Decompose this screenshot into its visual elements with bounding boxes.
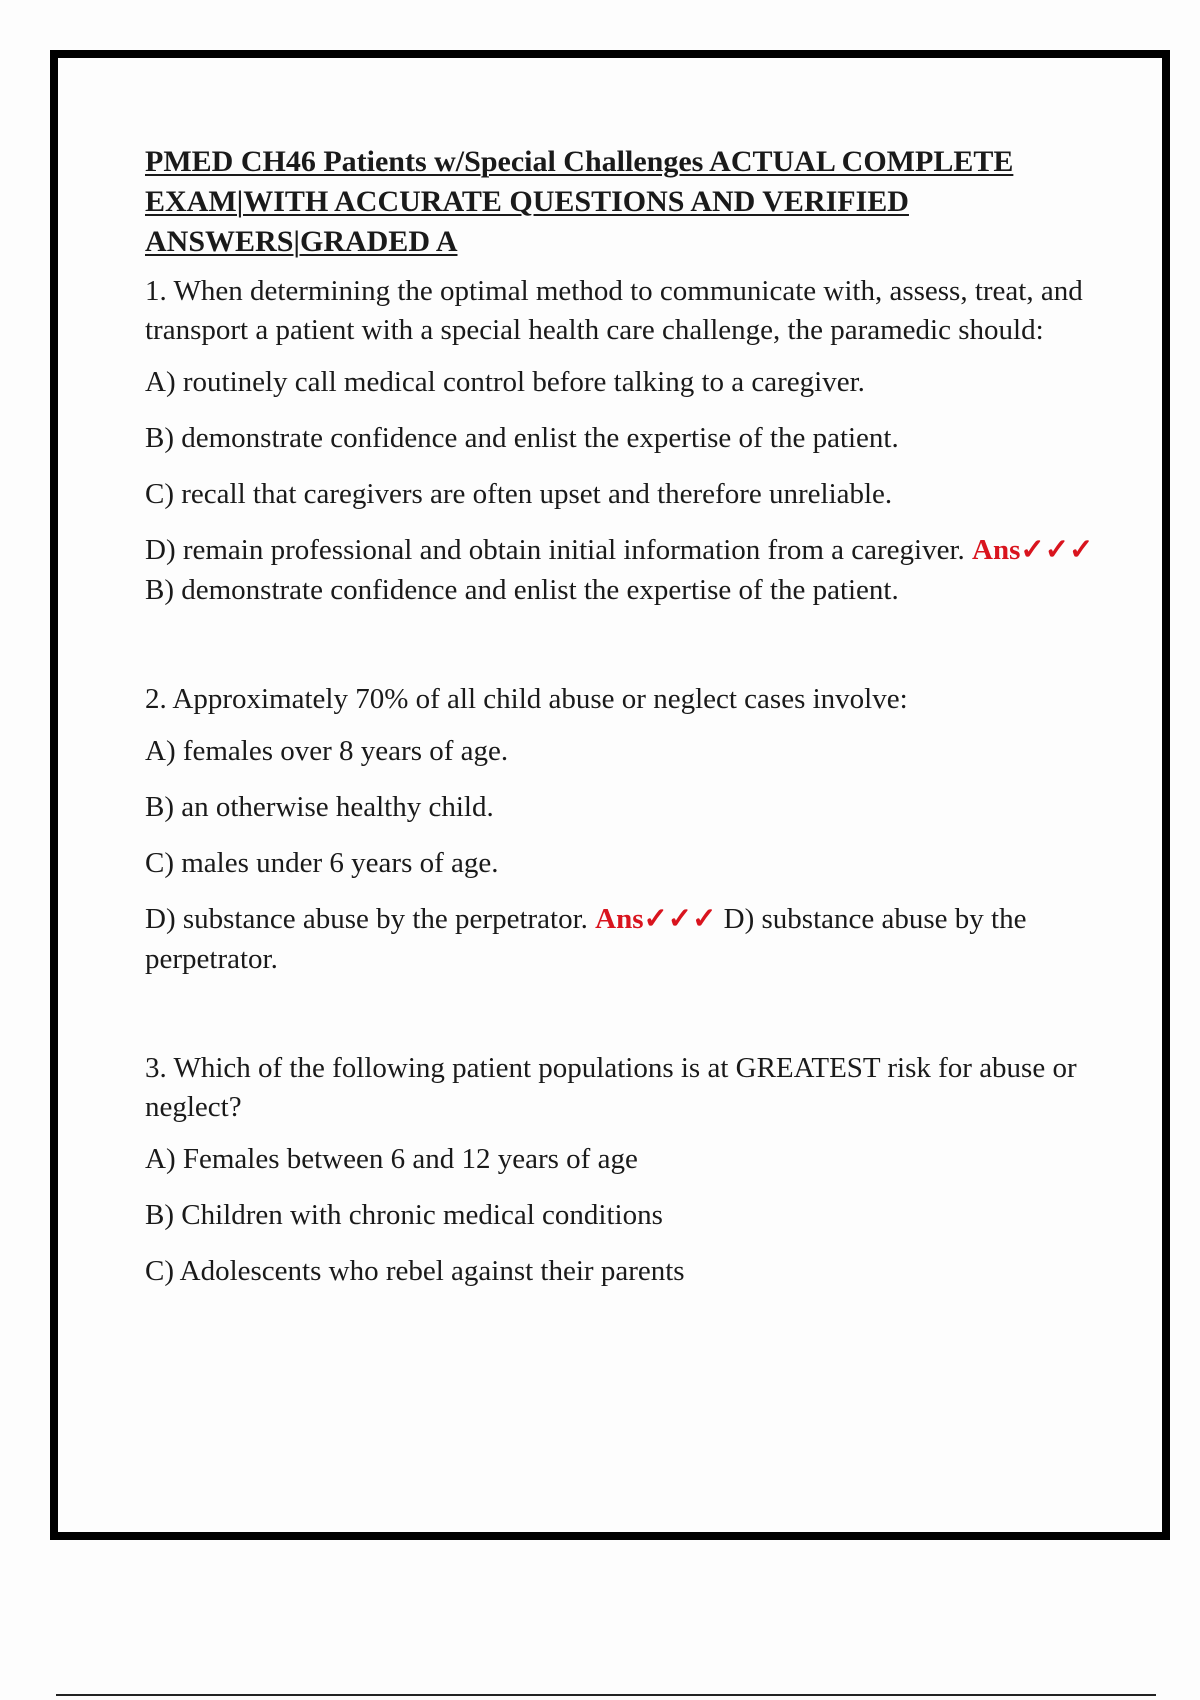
question-1-answer: B) demonstrate confidence and enlist the expertise of the patient. xyxy=(145,574,899,606)
question-text-2: 2. Approximately 70% of all child abuse or neglect cases involve: xyxy=(145,683,908,715)
footer-divider xyxy=(56,1694,1156,1696)
question-1-option-d xyxy=(145,530,1095,610)
question-text-1: 1. When determining the optimal method to communicate with, assess, treat, and transport a patient with a special health care challenge, the paramedic should: xyxy=(145,275,1083,346)
question-2-option-d xyxy=(145,899,1095,979)
question-2-answer: D) substance abuse by the perpetrator. xyxy=(145,903,1027,975)
question-1-option-d-text: D) remain professional and obtain initial information from a caregiver. xyxy=(145,534,965,566)
document-content xyxy=(145,142,1095,1361)
question-1-option-b: B) demonstrate confidence and enlist the expertise of the patient. xyxy=(145,422,899,454)
question-3-option-a: A) Females between 6 and 12 years of age xyxy=(145,1143,638,1175)
question-2-option-d-text: D) substance abuse by the perpetrator. xyxy=(145,903,588,935)
question-1-option-a: A) routinely call medical control before talking to a caregiver. xyxy=(145,366,865,398)
answer-label: Ans✓✓✓ xyxy=(595,903,717,935)
question-3-option-c: C) Adolescents who rebel against their parents xyxy=(145,1255,685,1287)
question-2-option-a: A) females over 8 years of age. xyxy=(145,735,509,767)
question-block-1 xyxy=(145,272,1095,610)
document-title: PMED CH46 Patients w/Special Challenges ACTUAL COMPLETE EXAM|WITH ACCURATE QUESTIONS AND VERIFIED ANSWERS|GRADED A xyxy=(145,145,1014,258)
question-1-option-c: C) recall that caregivers are often upset and therefore unreliable. xyxy=(145,478,893,510)
question-2-option-b: B) an otherwise healthy child. xyxy=(145,791,494,823)
question-block-3 xyxy=(145,1049,1095,1291)
question-block-2 xyxy=(145,680,1095,979)
question-2-option-c: C) males under 6 years of age. xyxy=(145,847,499,879)
question-text-3: 3. Which of the following patient populations is at GREATEST risk for abuse or neglect? xyxy=(145,1052,1077,1123)
question-3-option-b: B) Children with chronic medical conditions xyxy=(145,1199,663,1231)
answer-label: Ans✓✓✓ xyxy=(972,534,1094,566)
